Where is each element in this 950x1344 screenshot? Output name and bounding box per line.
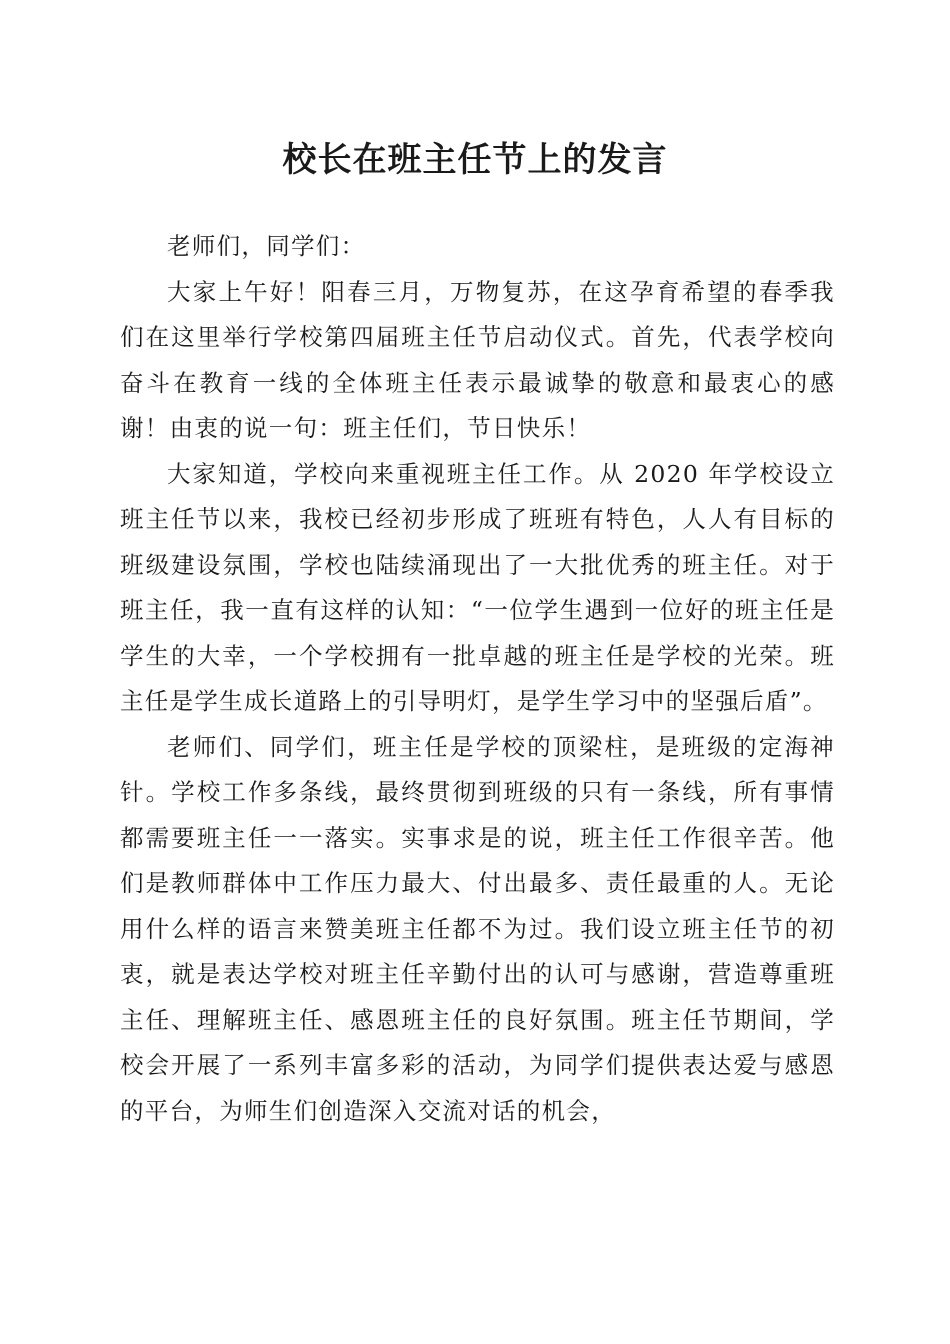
paragraph-role: 老师们、同学们，班主任是学校的顶梁柱，是班级的定海神针。学校工作多条线，最终贯彻到班级的只有一条线，所有事情都需要班主任一一落实。实事求是的说，班主任工作很辛苦。他们是教师群体中工作压力最大、付出最多、责任最重的人。无论用什么样的语言来赞美班主任都不为过。我们设立班主任节的初衷，就是表达学校对班主任辛勤付出的认可与感谢，营造尊重班主任、理解班主任、感恩班主任的良好氛围。班主任节期间，学校会开展了一系列丰富多彩的活动，为同学们提供表达爱与感恩的平台，为师生们创造深入交流对话的机会， (120, 732, 835, 1125)
paragraph-salutation: 老师们，同学们： (167, 232, 366, 260)
paragraph-greeting: 大家上午好！阳春三月，万物复苏，在这孕育希望的春季我们在这里举行学校第四届班主任节启动仪式。首先，代表学校向奋斗在教育一线的全体班主任表示最诚挚的敬意和最衷心的感谢！由衷的说一句：班主任们，节日快乐！ (120, 277, 835, 442)
paragraph-importance: 大家知道，学校向来重视班主任工作。从 2020 年学校设立班主任节以来，我校已经初步形成了班班有特色，人人有目标的班级建设氛围，学校也陆续涌现出了一大批优秀的班主任。对于班主任，我一直有这样的认知：“一位学生遇到一位好的班主任是学生的大幸，一个学校拥有一批卓越的班主任是学校的光荣。班主任是学生成长道路上的引导明灯，是学生学习中的坚强后盾”。 (120, 459, 835, 715)
document-body (120, 224, 835, 1134)
document-title: 校长在班主任节上的发言 (282, 140, 668, 180)
